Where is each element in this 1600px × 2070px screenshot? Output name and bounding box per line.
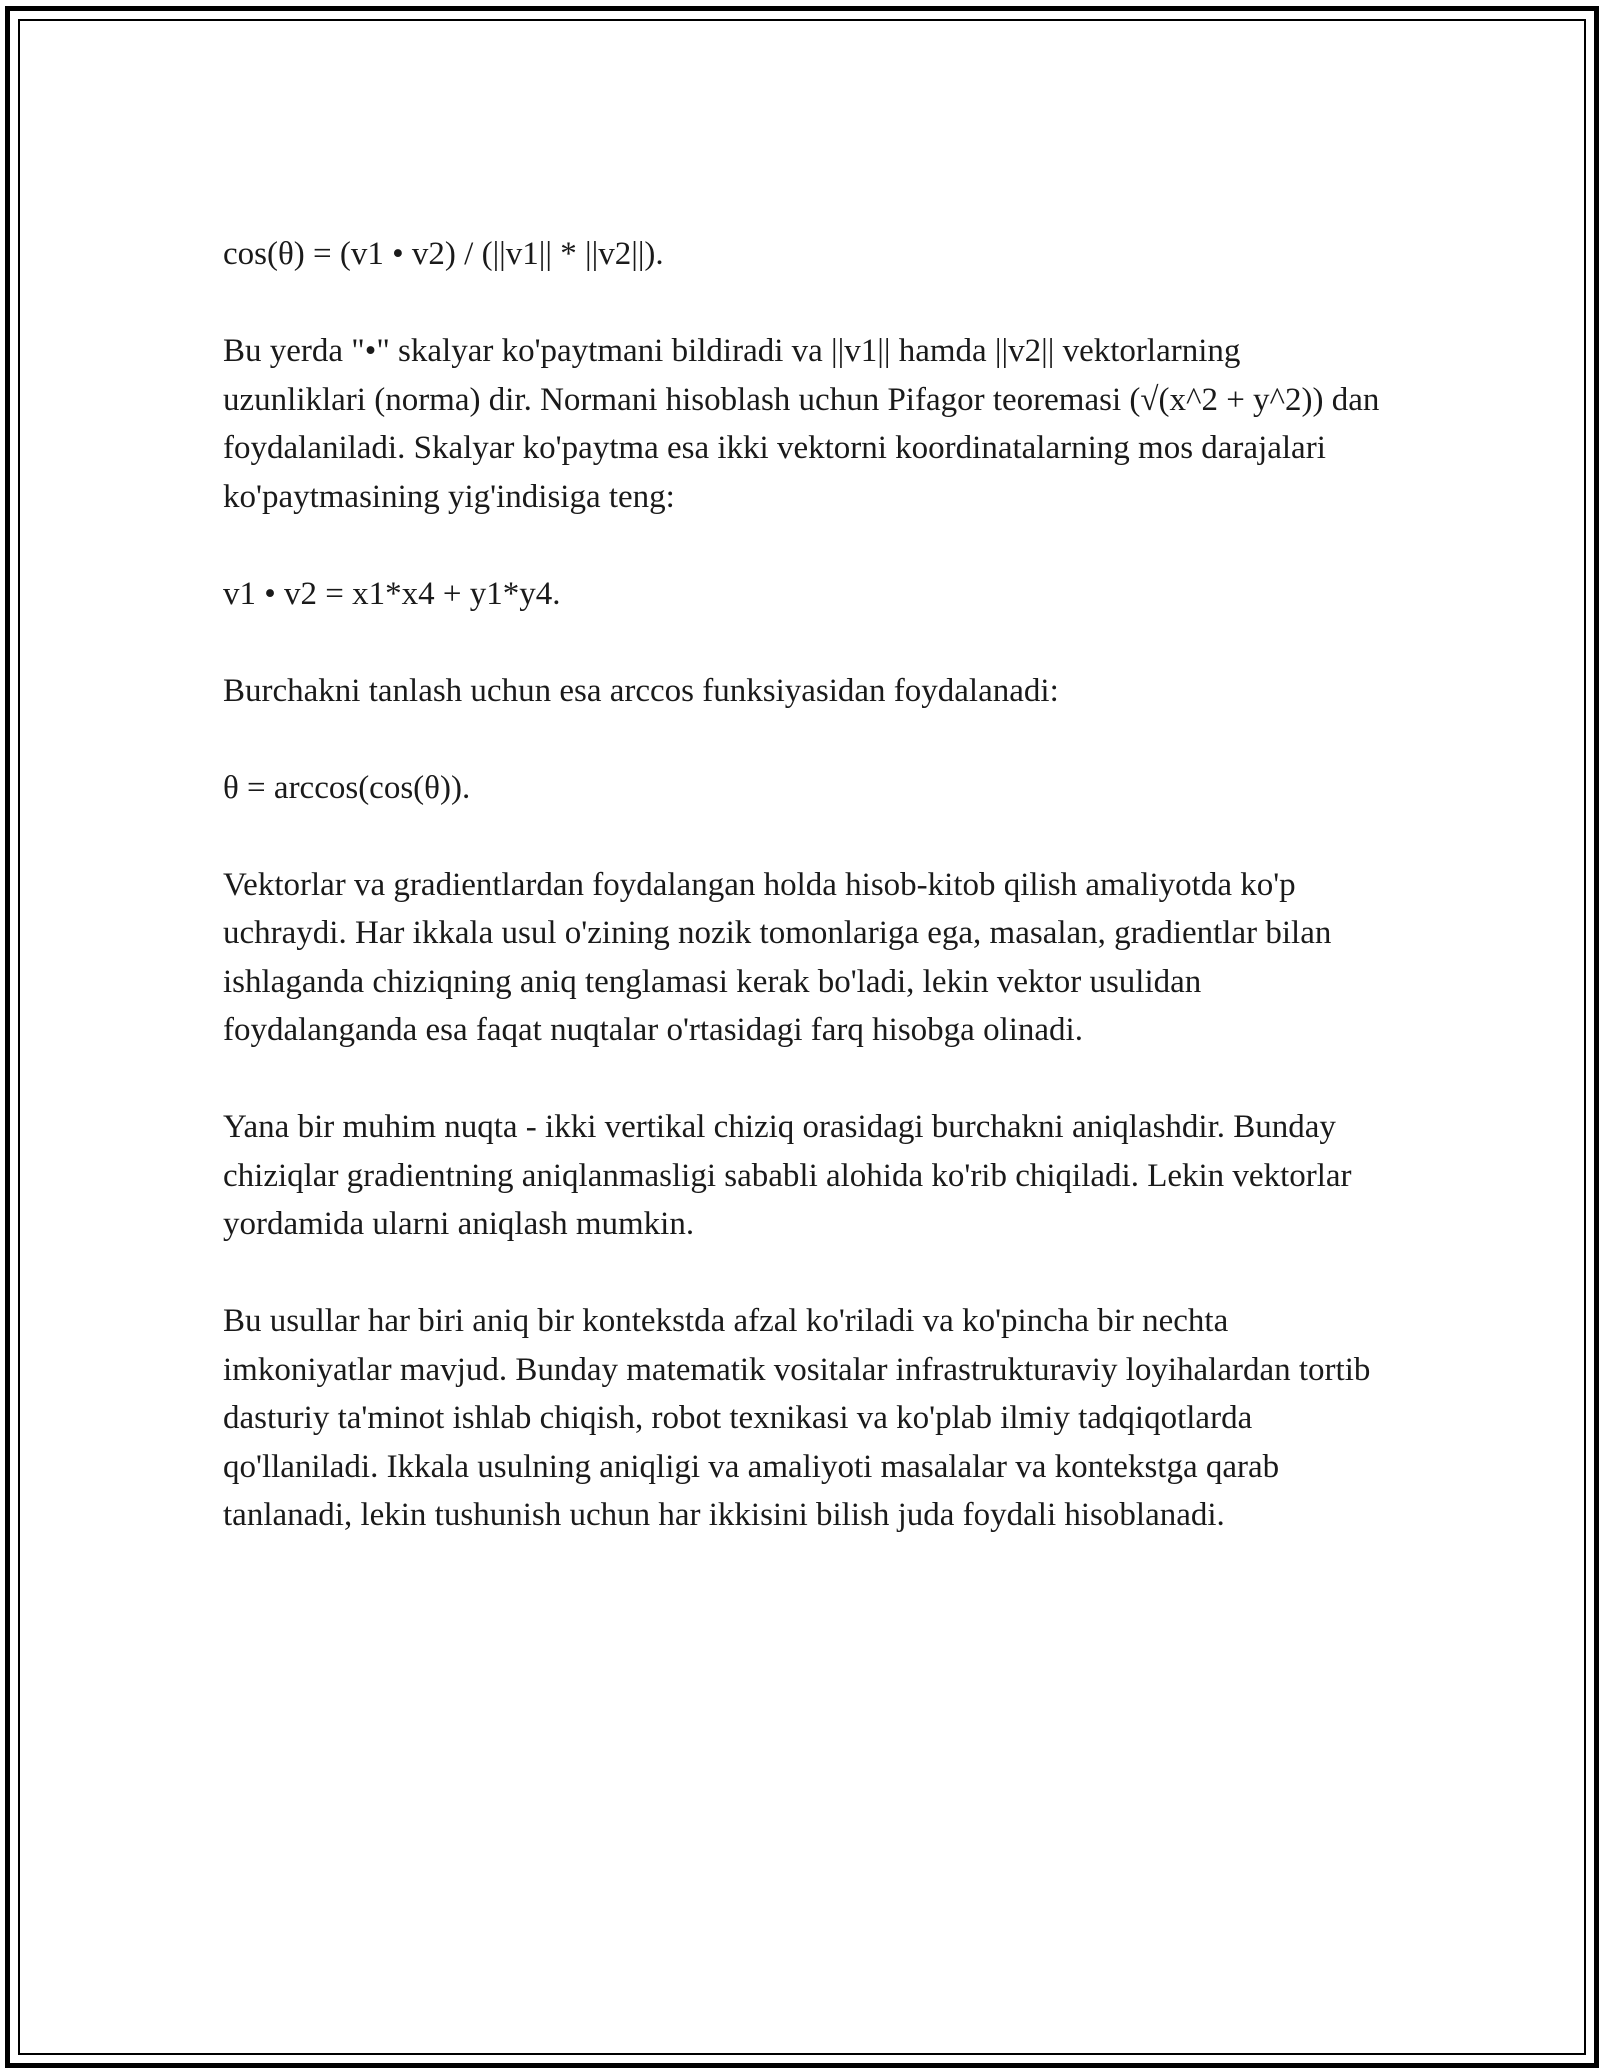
paragraph-conclusion: Bu usullar har biri aniq bir kontekstda afzal ko'riladi va ko'pincha bir nechta imkoniyatlar mavjud. Bunday matematik vositalar infrastrukturaviy loyihalardan tortib dasturiy ta'minot ishlab chiqish, robot texnikasi va ko'plab ilmiy tadqiqotlarda qo'llaniladi. Ikkala usulning aniqligi va amaliyoti masalalar va kontekstga qarab tanlanadi, lekin tushunish uchun har ikkisini bilish juda foydali hisoblanadi. <box>223 1303 1371 1533</box>
formula-dot-product: v1 • v2 = x1*x4 + y1*y4. <box>223 575 561 612</box>
document-body <box>223 230 1383 1588</box>
paragraph-vectors-gradients: Vektorlar va gradientlardan foydalangan holda hisob-kitob qilish amaliyotda ko'p uchraydi. Har ikkala usul o'zining nozik tomonlariga ega, masalan, gradientlar bilan ishlaganda chiziqning aniq tenglamasi kerak bo'ladi, lekin vektor usulidan foydalanganda esa faqat nuqtalar o'rtasidagi farq hisobga olinadi. <box>223 866 1332 1048</box>
paragraph-norm-explanation: Bu yerda "•" skalyar ko'paytmani bildiradi va ||v1|| hamda ||v2|| vektorlarning uzunliklari (norma) dir. Normani hisoblash uchun Pifagor teoremasi (√(x^2 + y^2)) dan foydalaniladi. Skalyar ko'paytma esa ikki vektorni koordinatalarning mos darajalari ko'paytmasining yig'indisiga teng: <box>223 333 1380 515</box>
paragraph-vertical-lines: Yana bir muhim nuqta - ikki vertikal chiziq orasidagi burchakni aniqlashdir. Bunday chiziqlar gradientning aniqlanmasligi sababli alohida ko'rib chiqiladi. Lekin vektorlar yordamida ularni aniqlash mumkin. <box>223 1109 1352 1242</box>
formula-cosine: cos(θ) = (v1 • v2) / (||v1|| * ||v2||). <box>223 236 664 272</box>
formula-theta: θ = arccos(cos(θ)). <box>223 769 471 806</box>
paragraph-arccos: Burchakni tanlash uchun esa arccos funksiyasidan foydalanadi: <box>223 672 1059 709</box>
